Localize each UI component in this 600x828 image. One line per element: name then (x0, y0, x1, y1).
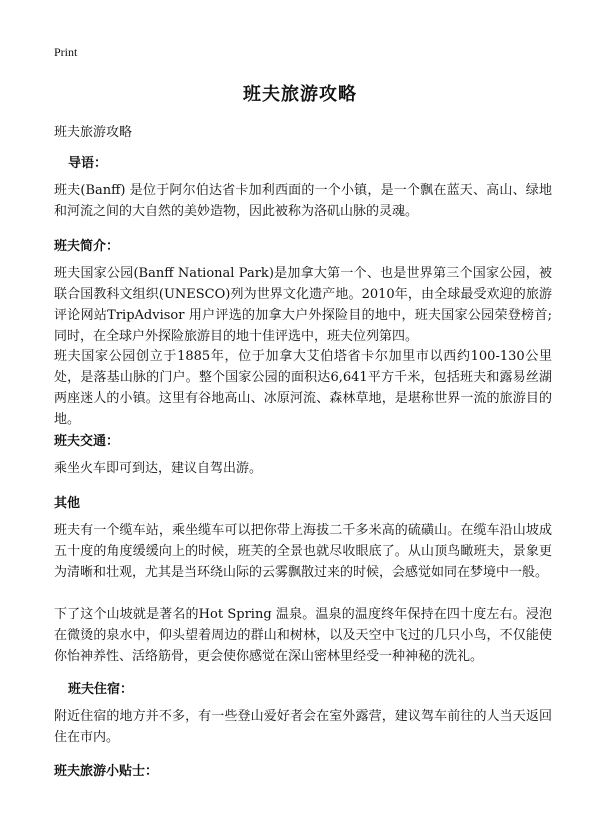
paragraph-other-1: 班夫有一个缆车站，乘坐缆车可以把你带上海拔二千多米高的硫磺山。在缆车沿山坡成五十度的角度缓缓向上的时候，班芙的全景也就尽收眼底了。从山顶鸟瞰班夫，景象更为清晰和壮观，尤其是当环绕山际的云雾飘散过来的时候，会感觉如同在梦境中一般。 (54, 523, 552, 580)
heading-lodging: 班夫住宿： (68, 682, 134, 697)
paragraph-lodging: 附近住宿的地方并不多，有一些登山爱好者会在室外露营，建议驾车前往的人当天返回住在市内。 (54, 709, 552, 745)
heading-other: 其他 (54, 496, 81, 511)
heading-tips: 班夫旅游小贴士： (54, 764, 159, 779)
heading-transport: 班夫交通： (54, 434, 120, 449)
document-subtitle: 班夫旅游攻略 (54, 125, 133, 140)
paragraph-intro: 班夫(Banff) 是位于阿尔伯达省卡加利西面的一个小镇，是一个飘在蓝天、高山、绿地和河流之间的大自然的美妙造物，因此被称为洛矶山脉的灵魂。 (54, 183, 552, 219)
heading-overview: 班夫简介： (54, 239, 120, 254)
heading-intro: 导语： (68, 156, 108, 171)
print-link[interactable]: Print (54, 45, 78, 59)
paragraph-overview-2: 班夫国家公园创立于1885年，位于加拿大艾伯塔省卡尔加里市以西约100-130公里处，是落基山脉的门户。整个国家公园的面积达6,641平方千米，包括班夫和露易丝湖两座迷人的小镇。这里有谷地高山、冰原河流、森林草地，是堪称世界一流的旅游目的地。 (54, 349, 552, 427)
page-title: 班夫旅游攻略 (243, 84, 357, 105)
paragraph-transport: 乘坐火车即可到达，建议自驾出游。 (54, 461, 263, 476)
paragraph-other-2: 下了这个山坡就是著名的Hot Spring 温泉。温泉的温度终年保持在四十度左右。浸泡在微烫的泉水中，仰头望着周边的群山和树林，以及天空中飞过的几只小鸟，不仅能使你怡神养性、活络筋骨，更会使你感觉在深山密林里经受一种神秘的洗礼。 (54, 607, 552, 664)
paragraph-overview-1: 班夫国家公园(Banff National Park)是加拿大第一个、也是世界第三个国家公园，被联合国教科文组织(UNESCO)列为世界文化遗产地。2010年，由全球最受欢迎的旅游评论网站TripAdvisor 用户评选的加拿大户外探险目的地中，班夫国家公园荣登榜首;同时，在全球户外探险旅游目的地十佳评选中，班夫位列第四。 (54, 266, 552, 344)
